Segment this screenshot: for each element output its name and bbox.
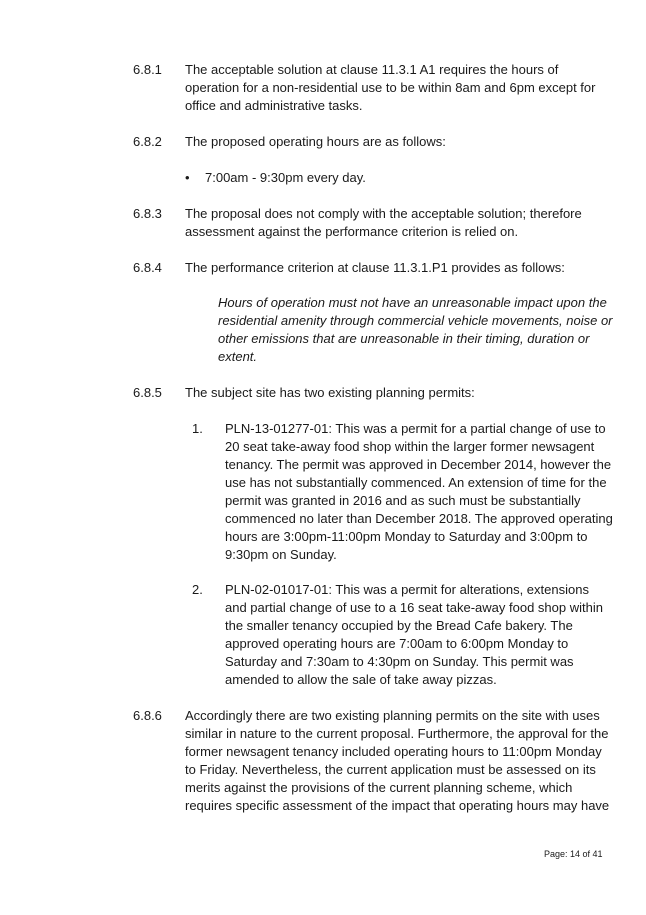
paragraph-number: 6.8.5: [133, 385, 162, 400]
paragraph-number: 6.8.2: [133, 134, 162, 149]
paragraph-number: 6.8.4: [133, 260, 162, 275]
paragraph-text: The subject site has two existing planning permits:: [185, 385, 475, 400]
permit-item-2: [192, 581, 613, 689]
paragraph-text: The proposed operating hours are as follows:: [185, 134, 446, 149]
bullet-text: 7:00am - 9:30pm every day.: [205, 170, 366, 185]
paragraph-text: The acceptable solution at clause 11.3.1 A1 requires the hours of operation for a non-residential use to be within 8am and 6pm except for office and administrative tasks.: [185, 62, 596, 113]
paragraph-text: The performance criterion at clause 11.3.1.P1 provides as follows:: [185, 260, 565, 275]
permit-text: PLN-02-01017-01: This was a permit for alterations, extensions and partial change of use to a 16 seat take-away food shop within the smaller tenancy occupied by the Bread Cafe bakery. The approved operating hours are 7:00am to 6:00pm Monday to Saturday and 7:30am to 4:30pm on Sunday. This permit was amended to allow the sale of take away pizzas.: [225, 582, 603, 687]
paragraph-number: 6.8.3: [133, 206, 162, 221]
performance-criterion-quote: Hours of operation must not have an unreasonable impact upon the residential amenity through commercial vehicle movements, noise or other emissions that are unreasonable in their timing, duration or extent.: [218, 295, 613, 364]
bullet-icon: •: [185, 170, 190, 185]
paragraph-6-8-2: [133, 133, 613, 151]
page-number: Page: 14 of 41: [544, 849, 603, 859]
paragraph-6-8-6: [133, 707, 613, 815]
paragraph-6-8-4: [133, 259, 613, 277]
paragraph-text: Accordingly there are two existing planning permits on the site with uses similar in nature to the current proposal. Furthermore, the approval for the former newsagent tenancy included operating hours to 11:00pm Monday to Friday. Nevertheless, the current application must be assessed on its merits against the provisions of the current planning scheme, which requires specific assessment of the impact that operating hours may have: [185, 708, 610, 813]
operating-hours-bullet: [185, 169, 605, 187]
permit-text: PLN-13-01277-01: This was a permit for a partial change of use to 20 seat take-away food shop within the larger former newsagent tenancy. The permit was approved in December 2014, however the use has not substantially commenced. An extension of time for the permit was granted in 2016 and as such must be substantially commenced no later than December 2018. The approved operating hours are 3:00pm-11:00pm Monday to Saturday and 3:00pm to 9:30pm on Sunday.: [225, 421, 613, 562]
list-number: 2.: [192, 582, 203, 597]
paragraph-text: The proposal does not comply with the acceptable solution; therefore assessment against the performance criterion is relied on.: [185, 206, 582, 239]
paragraph-number: 6.8.6: [133, 708, 162, 723]
permit-item-1: [192, 420, 613, 564]
paragraph-6-8-1: [133, 61, 613, 115]
paragraph-6-8-3: [133, 205, 613, 241]
paragraph-6-8-5: [133, 384, 613, 402]
list-number: 1.: [192, 421, 203, 436]
paragraph-number: 6.8.1: [133, 62, 162, 77]
